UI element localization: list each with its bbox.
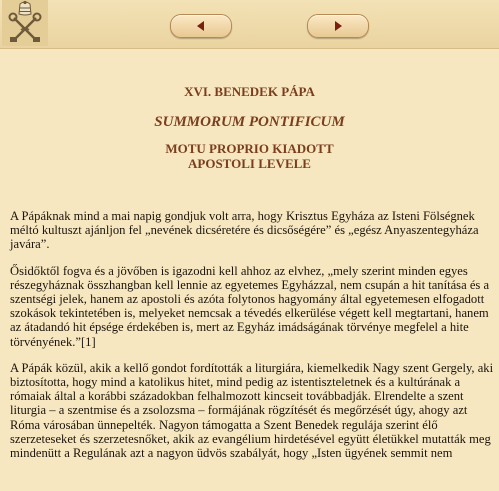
document-body [10, 209, 494, 472]
document-header [0, 84, 499, 171]
author-title: XVI. BENEDEK PÁPA [184, 84, 315, 99]
document-subtitle [0, 141, 499, 171]
paragraph-2: Ősidőktől fogva és a jövőben is igazodni kell ahhoz az elvhez, „mely szerint minden egyes részegyháznak összhangban kell lennie az egyetemes Egyházzal, nem csupán a hit tanítása és a szentségi jelek, hanem az apostoli és azóta folytonos hagyomány által egyetemesen elfogadott szokások tekintetében is, melyeket nemcsak a tévedés elkerülése végett kell megtartani, hanem az átadandó hit épsége érdekében is, mert az Egyház imádságának törvénye megfelel a hite törvényének.”[1] [10, 263, 490, 349]
arrow-left-icon [194, 19, 208, 33]
arrow-right-icon [331, 19, 345, 33]
paragraph-1: A Pápáknak mind a mai napig gondjuk volt arra, hogy Krisztus Egyháza az Isteni Fölségnek méltó kultuszt ajánljon fel „nevének dicséretére és dicsőségére” és „egész Anyaszentegyháza javára”. [10, 209, 479, 252]
subtitle-line-1: MOTU PROPRIO KIADOTT [165, 141, 334, 156]
document-title: SUMMORUM PONTIFICUM [154, 114, 345, 130]
paragraph-3: A Pápák közül, akik a kellő gondot fordították a liturgiára, kiemelkedik Nagy szent Gergely, aki biztosította, hogy mind a katolikus hitet, mind pedig az istentiszteletnek és a kultúrának a rómaiak által a korábbi századokban felhalmozott kincseit továbbadják. Elrendelte a szent liturgia – a szentmise és a zsolozsma – formájának rögzítését és megőrzését úgy, ahogy azt Róma városában ünnepelték. Nagyon támogatta a Szent Benedek regulája szerint élő szerzeteseket és szerzetesnőket, akik az evangélium hirdetésével együtt életükkel mutatták meg mindenütt a Regulának azt a nagyon üdvös szabályát, hogy „Isten ügyének semmit nem [10, 360, 494, 461]
prev-page-button[interactable] [170, 14, 232, 38]
subtitle-line-2: APOSTOLI LEVELE [188, 156, 311, 171]
next-page-button[interactable] [307, 14, 369, 38]
papal-keys-emblem-icon [2, 0, 48, 46]
top-toolbar [0, 0, 499, 49]
